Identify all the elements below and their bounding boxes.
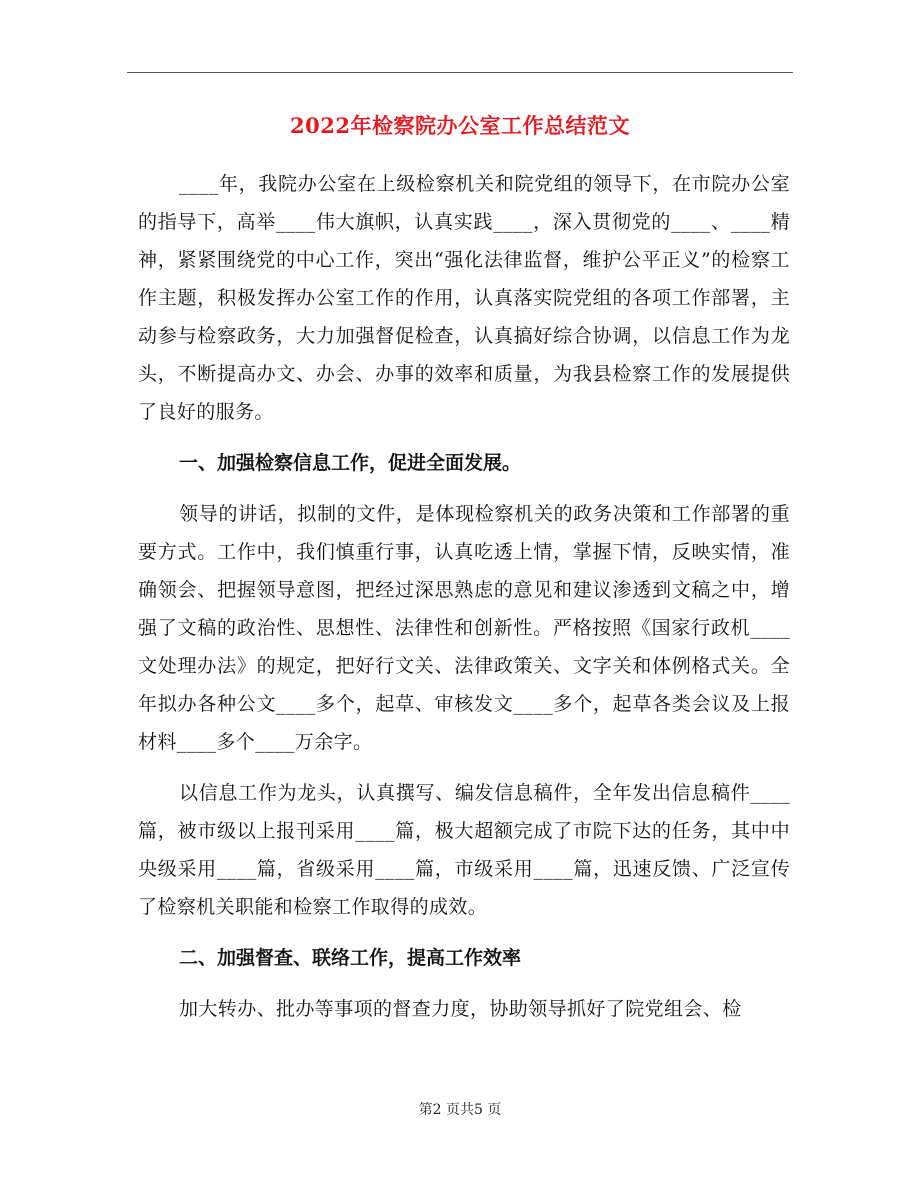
page-number: 第2 页共5 页 — [418, 1102, 502, 1118]
paragraph-section2-a: 加大转办、批办等事项的督查力度，协助领导抓好了院党组会、检 — [179, 998, 742, 1020]
paragraph-section1-a: 领导的讲话，拟制的文件，是体现检察机关的政务决策和工作部署的重要方式。工作中，我们慎重行事，认真吃透上情，掌握下情，反映实情，准确领会、把握领导意图，把经过深思熟虑的意见和建议渗透到文稿之中，增强了文稿的政治性、思想性、法律性和创新性。严格按照《国家行政机____文处理办法》的规定，把好行文关、法律政策关、文字关和体例格式关。全年拟办各种公文____多个，起草、审核发文____多个，起草各类会议及上报材料____多个____万余字。 — [138, 503, 790, 753]
section-heading-2: 二、加强督查、联络工作，提高工作效率 — [179, 947, 522, 969]
document-body — [138, 165, 790, 1041]
header-rule — [127, 72, 793, 73]
document-title: 2022年检察院办公室工作总结范文 — [290, 113, 630, 138]
paragraph-intro: ____年，我院办公室在上级检察机关和院党组的领导下，在市院办公室的指导下，高举____伟大旗帜，认真实践____，深入贯彻党的____、____精神，紧紧围绕党的中心工作，突出“强化法律监督，维护公平正义”的检察工作主题，积极发挥办公室工作的作用，认真落实院党组的各项工作部署，主动参与检察政务，大力加强督促检查，认真搞好综合协调，以信息工作为龙头，不断提高办文、办会、办事的效率和质量，为我县检察工作的发展提供了良好的服务。 — [138, 173, 790, 423]
section-heading-1: 一、加强检察信息工作，促进全面发展。 — [179, 452, 522, 474]
paragraph-section1-b: 以信息工作为龙头，认真撰写、编发信息稿件，全年发出信息稿件____篇，被市级以上报刊采用____篇，极大超额完成了市院下达的任务，其中中央级采用____篇，省级采用____篇，市级采用____篇，迅速反馈、广泛宣传了检察机关职能和检察工作取得的成效。 — [138, 782, 790, 918]
